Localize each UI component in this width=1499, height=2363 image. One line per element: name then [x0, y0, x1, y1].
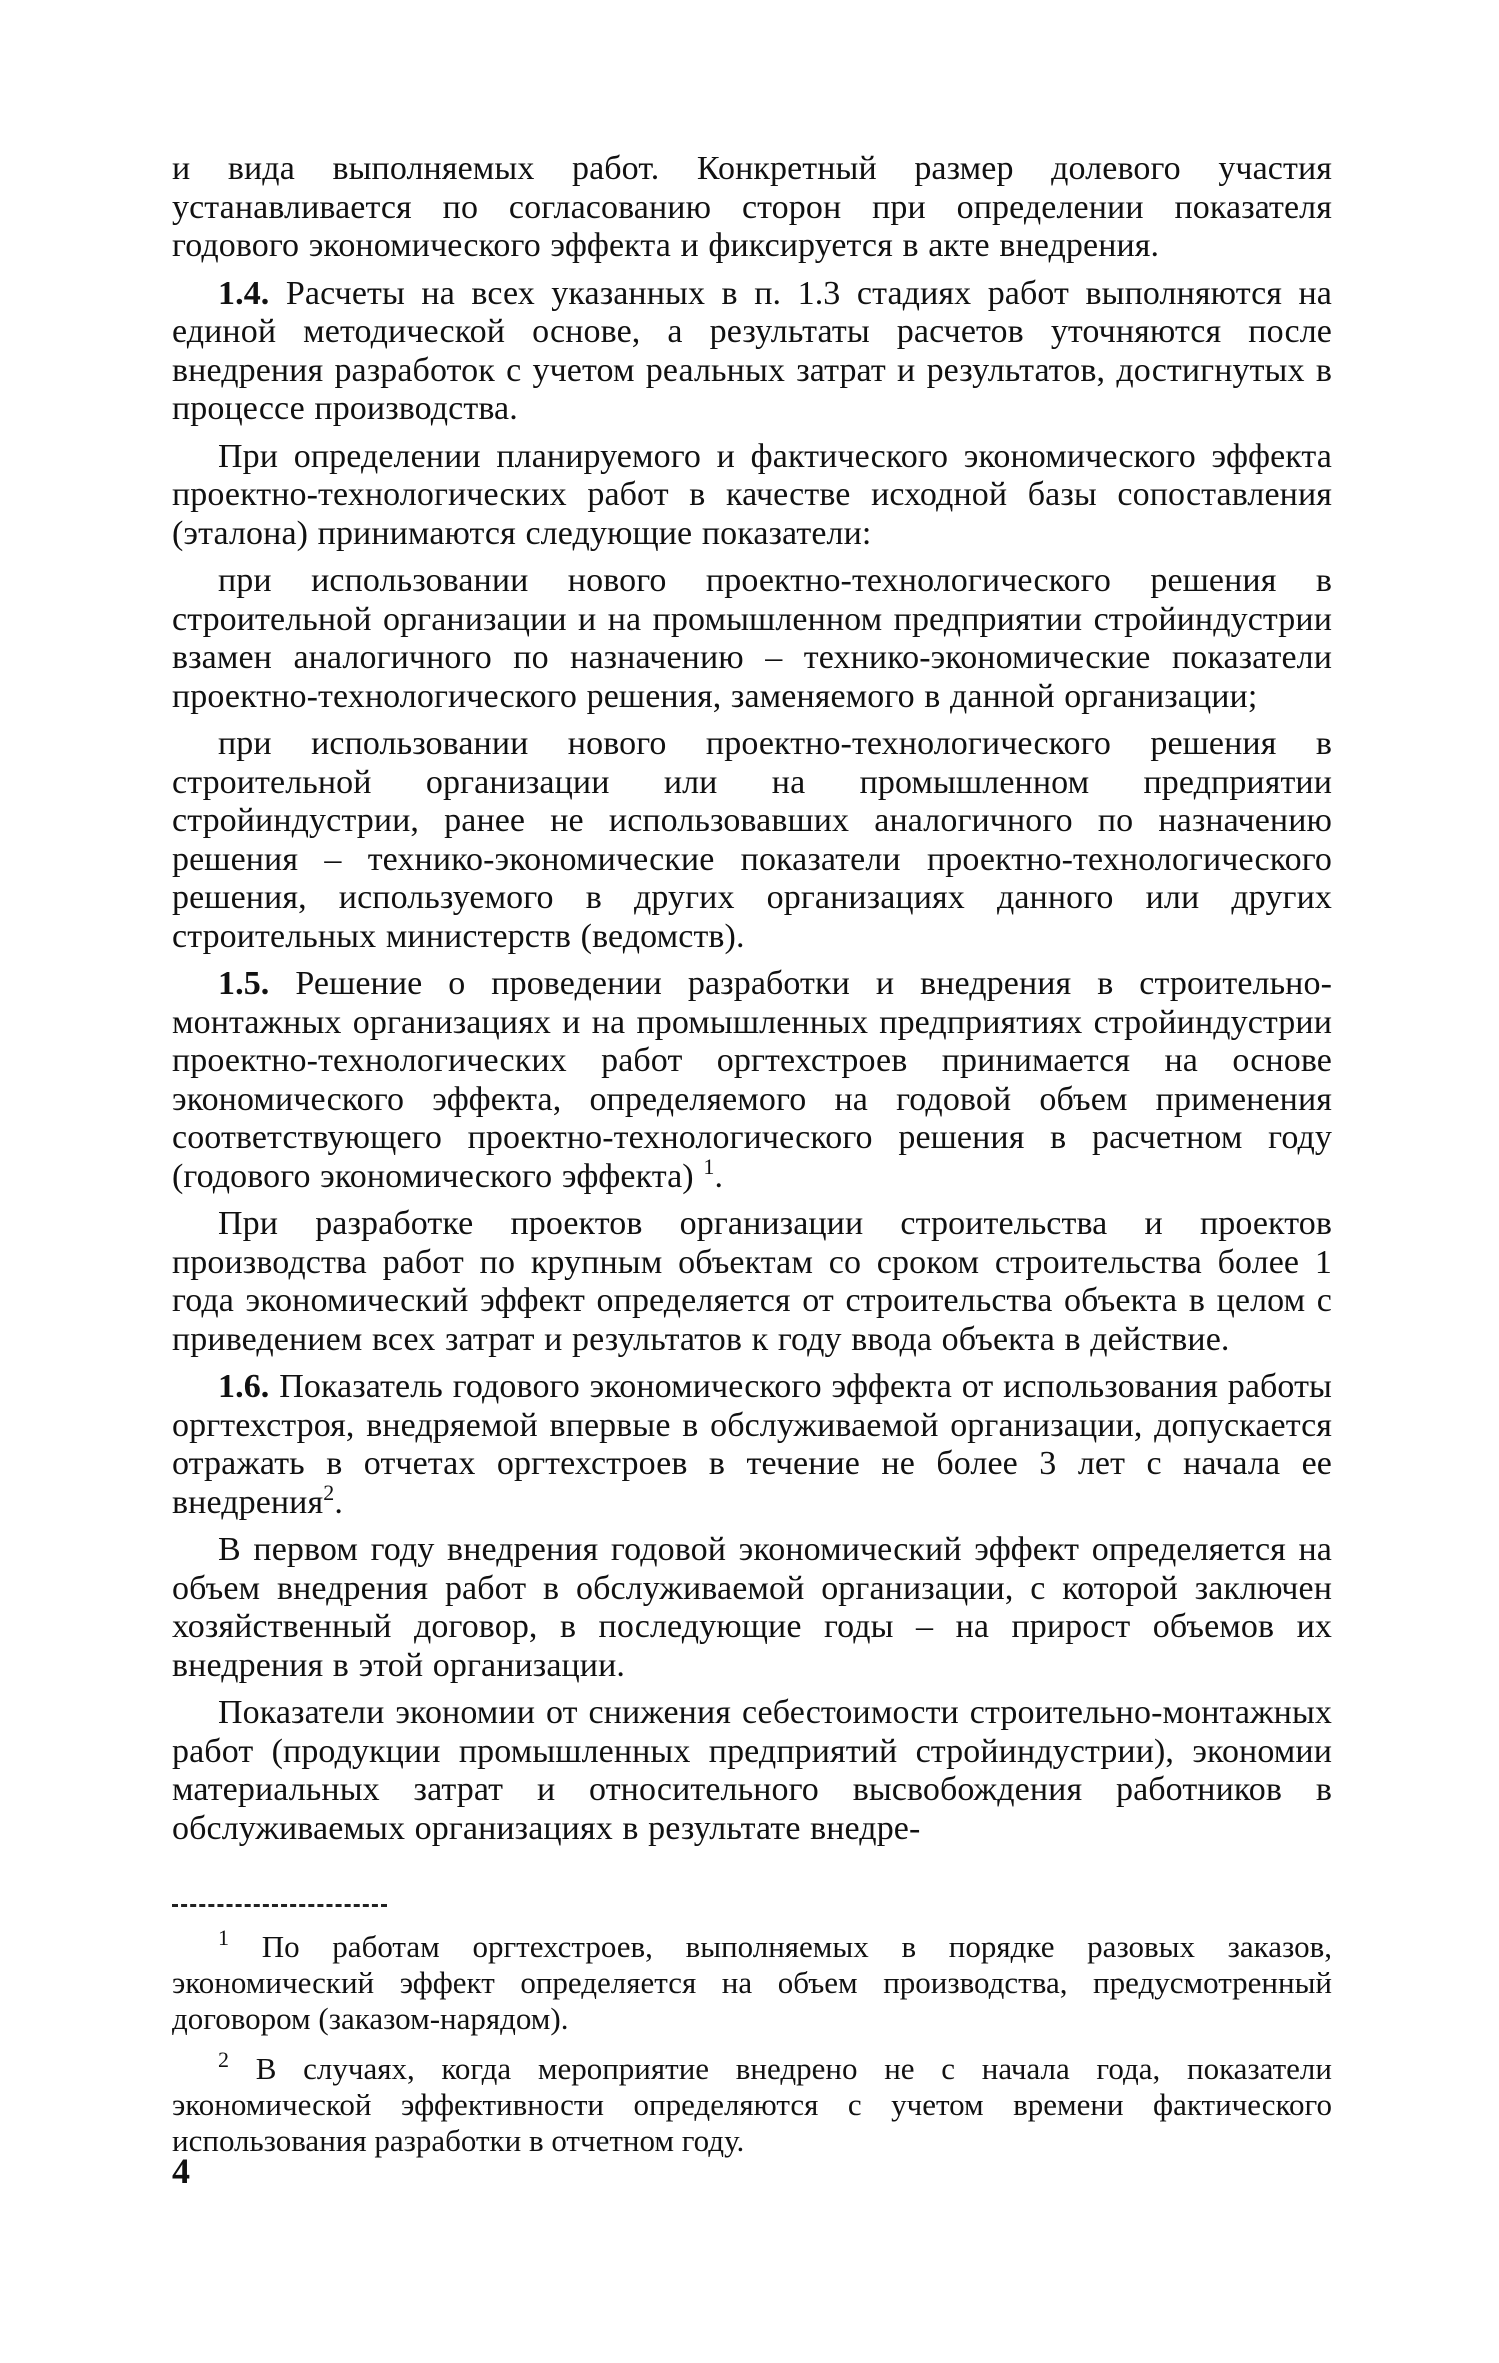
paragraph-text: Расчеты на всех указанных в п. 1.3 стадиях работ выполняются на единой методической основе, а результаты расчетов уточняются после внедрения разработок с учетом реальных затрат и результатов, достигнутых в процессе производства.: [172, 274, 1332, 427]
paragraph-savings: [172, 1694, 1332, 1848]
footnote-1: [172, 1925, 1332, 2037]
paragraph-text-end: .: [334, 1483, 343, 1521]
footnote-mark: 1: [218, 1925, 229, 1950]
paragraph-baseline-case-1: [172, 562, 1332, 716]
footnote-2: [172, 2047, 1332, 2159]
paragraph-text-end: .: [714, 1157, 724, 1195]
paragraph-baseline-case-2: [172, 725, 1332, 956]
paragraph-text: Решение о проведении разработки и внедрения в строительно-монтажных организациях и на промышленных предприятиях стройиндустрии проектно-технологических работ оргтехстроев принимается на основе экономического эффекта, определяемого на годовой объем применения соответствующего проектно-технологического решения в расчетном году (годового экономического эффекта): [172, 965, 1332, 1195]
section-number: 1.6.: [218, 1368, 270, 1405]
paragraph-text: В первом году внедрения годовой экономический эффект определяется на объем внедрения работ в обслуживаемой организации, с которой заключен хозяйственный договор, в последующие годы – на прирост объемов их внедрения в этой организации.: [172, 1531, 1332, 1684]
footnote-text: По работам оргтехстроев, выполняемых в порядке разовых заказов, экономический эффект определяется на объем производства, предусмотренный договором (заказом-нарядом).: [172, 1929, 1332, 2036]
footnote-reference: 1: [703, 1153, 715, 1179]
paragraph-1-5: [172, 965, 1332, 1196]
paragraph-text: при использовании нового проектно-технологического решения в строительной организации или на промышленном предприятии стройиндустрии, ранее не использовавших аналогичного по назначению решения – технико-экономические показатели проектно-технологического решения, используемого в других организациях данного или других строительных министерств (ведомств).: [172, 725, 1332, 955]
paragraph-large-objects: [172, 1205, 1332, 1359]
paragraph-text: При определении планируемого и фактического экономического эффекта проектно-технологических работ в качестве исходной базы сопоставления (эталона) принимаются следующие показатели:: [172, 437, 1332, 552]
paragraph-text: при использовании нового проектно-технологического решения в строительной организации и на промышленном предприятии стройиндустрии взамен аналогичного по назначению – технико-экономические показатели проектно-технологического решения, заменяемого в данной организации;: [172, 562, 1332, 715]
document-page: [172, 150, 1332, 2173]
footnote-divider: [172, 1904, 387, 1907]
paragraph-1-6: [172, 1368, 1332, 1522]
footnote-text: В случаях, когда мероприятие внедрено не с начала года, показатели экономической эффективности определяются с учетом времени фактического использования разработки в отчетном году.: [172, 2051, 1332, 2158]
paragraph-first-year: [172, 1531, 1332, 1685]
paragraph-text: и вида выполняемых работ. Конкретный размер долевого участия устанавливается по согласованию сторон при определении показателя годового экономического эффекта и фиксируется в акте внедрения.: [172, 150, 1332, 264]
section-number: 1.4.: [218, 274, 270, 312]
paragraph-text: Показатель годового экономического эффекта от использования работы оргтехстроя, внедряемой впервые в обслуживаемой организации, допускается отражать в отчетах оргтехстроев в течение не более 3 лет с начала ее внедрения: [172, 1368, 1332, 1521]
paragraph-1-4: [172, 275, 1332, 429]
paragraph-text: Показатели экономии от снижения себестоимости строительно-монтажных работ (продукции промышленных предприятий стройиндустрии), экономии материальных затрат и относительного высвобождения работников в обслуживаемых организациях в результате внедре-: [172, 1694, 1332, 1847]
footnote-reference: 2: [323, 1479, 335, 1505]
page-number: 4: [172, 2151, 190, 2191]
section-number: 1.5.: [218, 965, 270, 1002]
paragraph-continuation: [172, 150, 1332, 266]
footnote-mark: 2: [218, 2047, 229, 2072]
paragraph-baseline-intro: [172, 438, 1332, 554]
paragraph-text: При разработке проектов организации строительства и проектов производства работ по крупным объектам со сроком строительства более 1 года экономический эффект определяется от строительства объекта в целом с приведением всех затрат и результатов к году ввода объекта в действие.: [172, 1205, 1332, 1358]
